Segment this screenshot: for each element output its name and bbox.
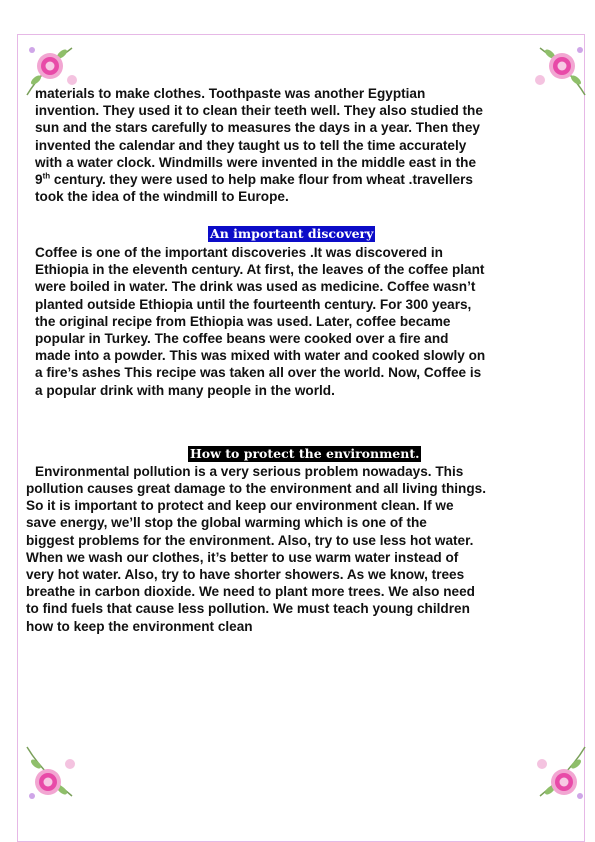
text-segment: century. they were used to help make flour from wheat .travellers xyxy=(50,172,473,188)
text-line: invention. They used it to clean their teeth well. They also studied the xyxy=(35,103,483,119)
rose-corner-icon xyxy=(22,742,84,804)
paragraph-coffee: Coffee is one of the important discoveries .It was discovered in Ethiopia in the eleventh century. At first, the leaves of the coffee plant were boiled in water. The drink was used as medicine. Coffee wasn’t planted outside Ethiopia until the fourteenth century. For 300 years, the original recipe from Ethiopia was used. Later, coffee became popular in Turkey. The coffee beans were cooked over a fire and made into a powder. This was mixed with water and cooked slowly on a fire’s ashes This recipe was taken all over the world. Now, Coffee is a popular drink with many people in the world. xyxy=(35,245,486,398)
heading-important-discovery: An important discovery xyxy=(210,226,374,241)
paragraph-environment-first-line: Environmental pollution is a very serious problem nowadays. This xyxy=(35,464,464,479)
paragraph-environment: pollution causes great damage to the environment and all living things. So it is important to protect and keep our environment clean. If we save energy, we’ll stop the global warming which is one of the biggest problems for the environment. Also, try to use less hot water. When we wash our clothes, it’s better to use warm water instead of very hot water. Also, try to have shorter showers. As we know, trees breathe in carbon dioxide. We need to plant more trees. We also need to find fuels that cause less pollution. We must teach young children how to keep the environment clean xyxy=(26,481,486,634)
text-line: with a water clock. Windmills were invented in the middle east in the xyxy=(35,154,477,170)
text-line: materials to make clothes. Toothpaste was another Egyptian xyxy=(35,86,426,101)
rose-corner-icon xyxy=(528,742,590,804)
ordinal-suffix: th xyxy=(42,171,51,181)
century-number: 9 xyxy=(35,172,43,188)
text-line: sun and the stars carefully to measures the days in a year. Then they xyxy=(35,120,480,136)
paragraph-inventions xyxy=(35,85,575,205)
text-line xyxy=(35,172,473,187)
text-line: took the idea of the windmill to Europe. xyxy=(35,189,289,205)
text-line: invented the calendar and they taught us to tell the time accurately xyxy=(35,137,467,153)
heading-protect-environment: How to protect the environment. xyxy=(190,446,420,461)
